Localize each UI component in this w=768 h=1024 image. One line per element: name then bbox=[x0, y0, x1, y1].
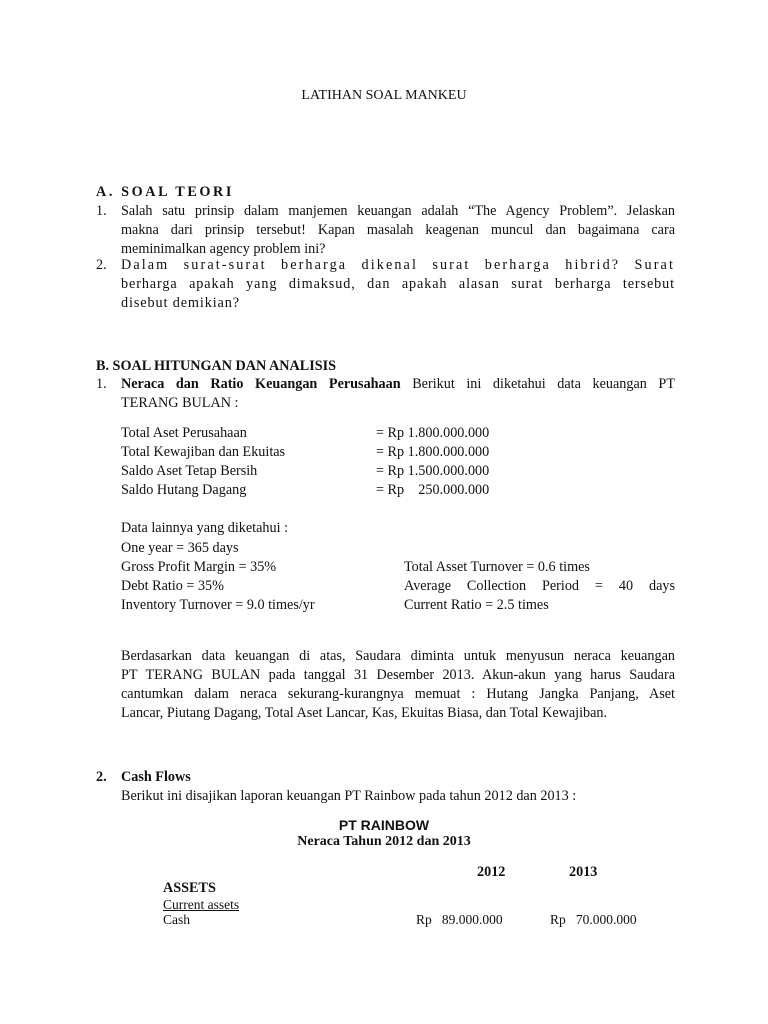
question-1-lead: Berikut ini diketahui data keuangan PT bbox=[400, 376, 675, 392]
item-number: 2. bbox=[96, 257, 107, 273]
year-2013-header: 2013 bbox=[569, 864, 598, 880]
balance-value: = Rp 1.800.000.000 bbox=[376, 425, 490, 441]
balance-label: Total Kewajiban dan Ekuitas bbox=[121, 444, 286, 460]
paragraph-line: berharga apakah yang dimaksud, dan apakah alasan surat berharga tersebut bbox=[121, 276, 675, 292]
other-data-left: Debt Ratio = 35% bbox=[121, 578, 224, 594]
section-b-header: B. SOAL HITUNGAN DAN ANALISIS bbox=[96, 358, 337, 374]
paragraph-line: Salah satu prinsip dalam manjemen keuangan adalah “The Agency Problem”. Jelaskan bbox=[121, 203, 675, 219]
paragraph-line: disebut demikian? bbox=[121, 295, 240, 311]
other-data-header: Data lainnya yang diketahui : bbox=[121, 520, 289, 536]
paragraph-line: Lancar, Piutang Dagang, Total Aset Lancar, Kas, Ekuitas Biasa, dan Total Kewajiban. bbox=[121, 705, 608, 721]
question-1-instruction bbox=[121, 647, 675, 723]
assets-label: ASSETS bbox=[163, 880, 216, 896]
other-data-left: Gross Profit Margin = 35% bbox=[121, 559, 277, 575]
paragraph-line: Berdasarkan data keuangan di atas, Saudara diminta untuk menyusun neraca keuangan bbox=[121, 648, 675, 664]
question-2-title: Cash Flows bbox=[121, 769, 191, 785]
paragraph-line: meminimalkan agency problem ini? bbox=[121, 241, 326, 257]
current-assets-label: Current assets bbox=[163, 897, 240, 912]
other-data-right: Average Collection Period = 40 days bbox=[404, 578, 675, 594]
statement-title: Neraca Tahun 2012 dan 2013 bbox=[297, 834, 471, 849]
item-number: 1. bbox=[96, 376, 107, 392]
section-a-header: A. SOAL TEORI bbox=[96, 184, 235, 200]
balance-value: = Rp 250.000.000 bbox=[376, 482, 490, 498]
other-data-left: Inventory Turnover = 9.0 times/yr bbox=[121, 597, 315, 613]
question-1-intro bbox=[121, 375, 675, 413]
theory-question-1 bbox=[121, 202, 675, 259]
paragraph-line: Dalam surat-surat berharga dikenal surat berharga hibrid? Surat bbox=[121, 257, 675, 273]
other-data-right: Current Ratio = 2.5 times bbox=[404, 597, 549, 613]
paragraph-line bbox=[121, 375, 675, 394]
cash-2013-value: Rp 70.000.000 bbox=[550, 912, 637, 927]
other-data-right: Total Asset Turnover = 0.6 times bbox=[404, 559, 590, 575]
question-2-intro: Berikut ini disajikan laporan keuangan PT Rainbow pada tahun 2012 dan 2013 : bbox=[121, 788, 577, 804]
company-name: PT RAINBOW bbox=[338, 817, 430, 833]
cash-label: Cash bbox=[163, 912, 190, 927]
paragraph-line: cantumkan dalam neraca sekurang-kurangnya memuat : Hutang Jangka Panjang, Aset bbox=[121, 686, 675, 702]
balance-label: Saldo Aset Tetap Bersih bbox=[121, 463, 258, 479]
paragraph-line: TERANG BULAN : bbox=[121, 395, 239, 411]
paragraph-line: PT TERANG BULAN pada tanggal 31 Desember 2013. Akun-akun yang harus Saudara bbox=[121, 667, 675, 683]
theory-question-2 bbox=[121, 256, 675, 313]
document-title: LATIHAN SOAL MANKEU bbox=[301, 88, 467, 103]
item-number: 2. bbox=[96, 769, 107, 785]
balance-value: = Rp 1.800.000.000 bbox=[376, 444, 490, 460]
balance-label: Saldo Hutang Dagang bbox=[121, 482, 247, 498]
balance-label: Total Aset Perusahaan bbox=[121, 425, 247, 441]
balance-value: = Rp 1.500.000.000 bbox=[376, 463, 490, 479]
question-1-title: Neraca dan Ratio Keuangan Perusahaan bbox=[121, 376, 401, 392]
item-number: 1. bbox=[96, 203, 107, 219]
cash-2012-value: Rp 89.000.000 bbox=[416, 912, 503, 927]
paragraph-line: makna dari prinsip tersebut! Kapan masalah keagenan muncul dan bagaimana cara bbox=[121, 222, 675, 238]
year-2012-header: 2012 bbox=[477, 864, 506, 880]
other-data-left: One year = 365 days bbox=[121, 540, 239, 556]
